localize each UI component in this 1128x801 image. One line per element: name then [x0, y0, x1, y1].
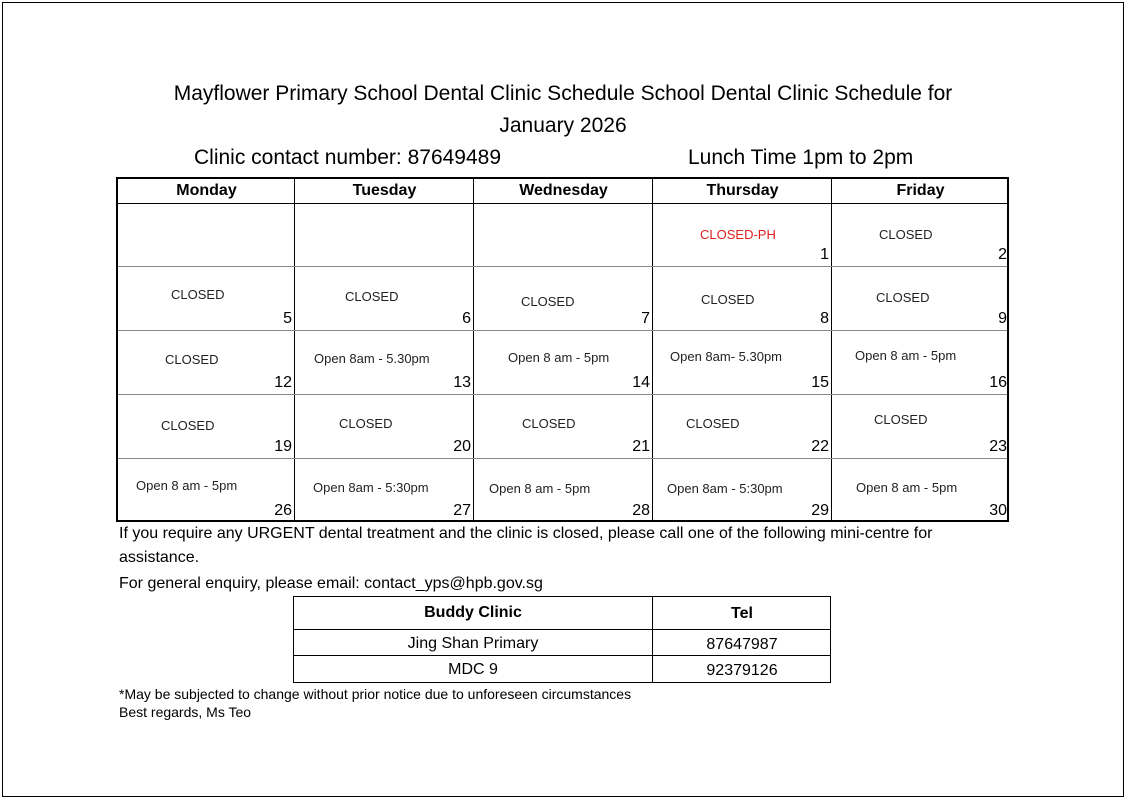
calendar-cell	[832, 459, 1009, 522]
calendar-cell	[653, 331, 831, 394]
lunch-time: Lunch Time 1pm to 2pm	[688, 146, 914, 169]
calendar-cell	[295, 395, 473, 458]
cell-status: Open 8 am - 5pm	[855, 348, 957, 363]
cell-date-number: 15	[811, 374, 829, 391]
buddy-row-1-clinic: Jing Shan Primary	[407, 635, 539, 652]
calendar-cell	[295, 331, 473, 394]
buddy-row-1-tel: 87647987	[706, 636, 778, 653]
cell-status: Open 8 am - 5pm	[508, 350, 610, 365]
cell-date-number: 20	[453, 438, 471, 455]
calendar-cell	[295, 203, 473, 266]
cell-status: Open 8am- 5.30pm	[670, 349, 783, 364]
cell-status: CLOSED	[171, 287, 225, 302]
cell-status: CLOSED	[876, 290, 930, 305]
cell-date-number: 7	[641, 310, 650, 327]
cell-date-number: 1	[820, 246, 829, 263]
disclaimer-note: *May be subjected to change without prior notice due to unforeseen circumstances	[119, 686, 632, 702]
urgent-treatment-note: If you require any URGENT dental treatment and the clinic is closed, please call one of the following mini-centre for assistance.	[119, 525, 933, 566]
cell-status: Open 8am - 5:30pm	[313, 480, 429, 495]
cell-date-number: 27	[453, 502, 471, 519]
cell-date-number: 14	[632, 374, 650, 391]
cell-date-number: 2	[998, 246, 1007, 263]
cell-date-number: 16	[989, 374, 1007, 391]
buddy-header-tel: Tel	[731, 605, 753, 622]
calendar-cell	[474, 395, 652, 458]
calendar-cell	[832, 203, 1009, 266]
cell-date-number: 30	[989, 502, 1007, 519]
calendar-cell	[474, 203, 652, 266]
day-header-thursday: Thursday	[706, 182, 779, 199]
cell-status: Open 8 am - 5pm	[136, 478, 238, 493]
calendar-table	[116, 177, 1009, 522]
cell-date-number: 8	[820, 310, 829, 327]
cell-status: Open 8am - 5:30pm	[667, 481, 783, 496]
cell-status: CLOSED	[339, 416, 393, 431]
cell-status: CLOSED	[879, 227, 933, 242]
calendar-cell	[474, 459, 652, 522]
cell-status: CLOSED	[161, 418, 215, 433]
cell-date-number: 23	[989, 438, 1007, 455]
calendar-cell	[118, 331, 294, 394]
signature-regards: Best regards, Ms Teo	[119, 704, 252, 720]
cell-status: CLOSED	[701, 292, 755, 307]
cell-date-number: 5	[283, 310, 292, 327]
cell-date-number: 28	[632, 502, 650, 519]
cell-status: CLOSED-PH	[700, 227, 776, 242]
calendar-cell	[474, 267, 652, 330]
page-title-line-1: Mayflower Primary School Dental Clinic Schedule School Dental Clinic Schedule for	[173, 82, 953, 105]
cell-date-number: 26	[274, 502, 292, 519]
cell-status: Open 8am - 5.30pm	[314, 351, 430, 366]
day-header-wednesday: Wednesday	[519, 182, 608, 199]
buddy-row-2-clinic: MDC 9	[448, 661, 498, 678]
cell-date-number: 13	[453, 374, 471, 391]
calendar-cell	[653, 395, 831, 458]
cell-date-number: 22	[811, 438, 829, 455]
calendar-cell	[118, 267, 294, 330]
clinic-contact-number: Clinic contact number: 87649489	[194, 146, 502, 169]
cell-status: CLOSED	[874, 412, 928, 427]
calendar-cell	[653, 203, 831, 266]
calendar-cell	[118, 459, 294, 522]
cell-date-number: 12	[274, 374, 292, 391]
calendar-cell	[474, 331, 652, 394]
day-header-friday: Friday	[896, 182, 945, 199]
cell-status: CLOSED	[686, 416, 740, 431]
day-header-monday: Monday	[176, 182, 237, 199]
calendar-cell	[653, 459, 831, 522]
calendar-cell	[832, 395, 1009, 458]
cell-status: CLOSED	[345, 289, 399, 304]
calendar-cell	[832, 267, 1009, 330]
calendar-cell	[832, 331, 1009, 394]
cell-date-number: 6	[462, 310, 471, 327]
buddy-clinic-table	[293, 596, 831, 683]
calendar-cell	[118, 395, 294, 458]
cell-date-number: 9	[998, 310, 1007, 327]
cell-date-number: 21	[632, 438, 650, 455]
calendar-cell	[295, 459, 473, 522]
general-enquiry-note: For general enquiry, please email: contact_yps@hpb.gov.sg	[119, 575, 543, 592]
buddy-header-clinic: Buddy Clinic	[424, 604, 522, 621]
cell-status: CLOSED	[521, 294, 575, 309]
cell-status: Open 8 am - 5pm	[489, 481, 591, 496]
cell-status: CLOSED	[522, 416, 576, 431]
calendar-cell	[653, 267, 831, 330]
cell-status: Open 8 am - 5pm	[856, 480, 958, 495]
calendar-header-row	[118, 179, 1007, 204]
buddy-row-2-tel: 92379126	[706, 662, 778, 679]
cell-date-number: 19	[274, 438, 292, 455]
calendar-cell	[295, 267, 473, 330]
cell-status: CLOSED	[165, 352, 219, 367]
page-title-line-2: January 2026	[499, 114, 627, 137]
calendar-cell	[118, 203, 294, 266]
day-header-tuesday: Tuesday	[352, 182, 417, 199]
cell-date-number: 29	[811, 502, 829, 519]
